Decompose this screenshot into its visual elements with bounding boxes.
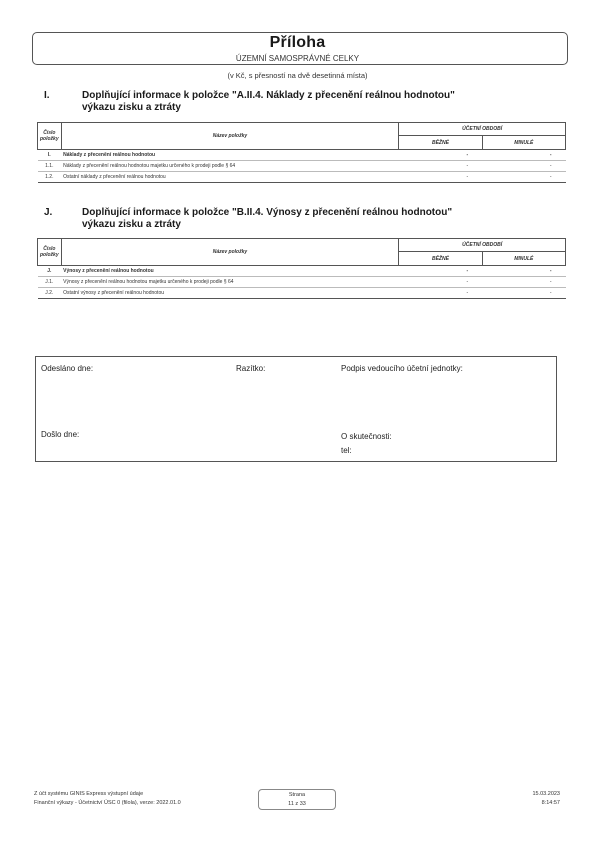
- footer-line: Finanční výkazy - Účetnictví ÚSC 0 (filola), verze: 2022.01.0: [34, 800, 181, 806]
- row-number: 1.1.: [38, 161, 62, 172]
- page-label: Strana: [288, 792, 306, 798]
- signature-box: [35, 356, 557, 462]
- row-current: -: [399, 266, 482, 277]
- section-table: [37, 238, 566, 299]
- footer-line: Z účt systému GINIS Express výstupní údaje: [34, 791, 144, 797]
- row-name: Náklady z přecenění reálnou hodnotou: [61, 150, 399, 161]
- table-row: [38, 172, 566, 183]
- row-number: 1.2.: [38, 172, 62, 183]
- row-number: J.: [38, 266, 62, 277]
- row-number: J.2.: [38, 288, 62, 299]
- page-title: Příloha: [269, 34, 326, 51]
- row-number: I.: [38, 150, 62, 161]
- page-indicator: [258, 789, 336, 810]
- row-current: -: [399, 288, 482, 299]
- col-name-header: Název položky: [61, 123, 399, 150]
- section-title-line: výkazu zisku a ztráty: [82, 219, 181, 230]
- col-name-header: Název položky: [61, 239, 399, 266]
- in-fact-label: O skutečnosti:: [341, 432, 392, 441]
- col-number-header: Číslo položky: [38, 239, 62, 266]
- row-name: Ostatní náklady z přecenění reálnou hodnotou: [61, 172, 399, 183]
- page-value: 11 z 33: [288, 801, 306, 807]
- col-previous-header: MINULÉ: [482, 252, 565, 266]
- section-number: J.: [44, 207, 53, 218]
- col-number-header: Číslo položky: [38, 123, 62, 150]
- row-name: Výnosy z přecenění reálnou hodnotou: [61, 266, 399, 277]
- table-row: [38, 277, 566, 288]
- row-number: J.1.: [38, 277, 62, 288]
- row-current: -: [399, 277, 482, 288]
- row-name: Ostatní výnosy z přecenění reálnou hodnotou: [61, 288, 399, 299]
- row-previous: -: [482, 288, 565, 299]
- sent-date-label: Odesláno dne:: [41, 364, 94, 373]
- table-row: [38, 288, 566, 299]
- row-previous: -: [482, 150, 565, 161]
- table-row: [38, 161, 566, 172]
- table-row: [38, 266, 566, 277]
- table-row: [38, 150, 566, 161]
- tel-label: tel:: [341, 446, 352, 455]
- row-previous: -: [482, 161, 565, 172]
- col-current-header: BĚŽNÉ: [399, 136, 482, 150]
- footer-timestamp: [532, 790, 560, 808]
- received-date-label: Došlo dne:: [41, 430, 80, 439]
- row-current: -: [399, 150, 482, 161]
- footer-time: 8:14:57: [541, 800, 560, 806]
- stamp-label: Razítko:: [236, 364, 266, 373]
- footer-source: [34, 790, 181, 808]
- section-title-line: Doplňující informace k položce "A.II.4. Náklady z přecenění reálnou hodnotou": [82, 90, 455, 101]
- col-period-header: ÚČETNÍ OBDOBÍ: [399, 123, 566, 136]
- col-current-header: BĚŽNÉ: [399, 252, 482, 266]
- row-current: -: [399, 172, 482, 183]
- row-name: Výnosy z přecenění reálnou hodnotou majetku určeného k prodeji podle § 64: [61, 277, 399, 288]
- head-signature-label: Podpis vedoucího účetní jednotky:: [341, 364, 463, 373]
- row-current: -: [399, 161, 482, 172]
- row-previous: -: [482, 172, 565, 183]
- col-period-header: ÚČETNÍ OBDOBÍ: [399, 239, 566, 252]
- row-previous: -: [482, 277, 565, 288]
- footer-date: 15.03.2023: [532, 791, 560, 797]
- section-title: [82, 90, 542, 114]
- col-previous-header: MINULÉ: [482, 136, 565, 150]
- row-previous: -: [482, 266, 565, 277]
- section-title: [82, 207, 542, 231]
- section-title-line: Doplňující informace k položce "B.II.4. Výnosy z přecenění reálnou hodnotou": [82, 207, 453, 218]
- section-number: I.: [44, 90, 50, 101]
- section-title-line: výkazu zisku a ztráty: [82, 102, 181, 113]
- units-note: (v Kč, s přesností na dvě desetinná místa): [227, 71, 368, 80]
- row-name: Náklady z přecenění reálnou hodnotou majetku určeného k prodeji podle § 64: [61, 161, 399, 172]
- page-subtitle: ÚZEMNÍ SAMOSPRÁVNÉ CELKY: [235, 54, 360, 63]
- section-table: [37, 122, 566, 183]
